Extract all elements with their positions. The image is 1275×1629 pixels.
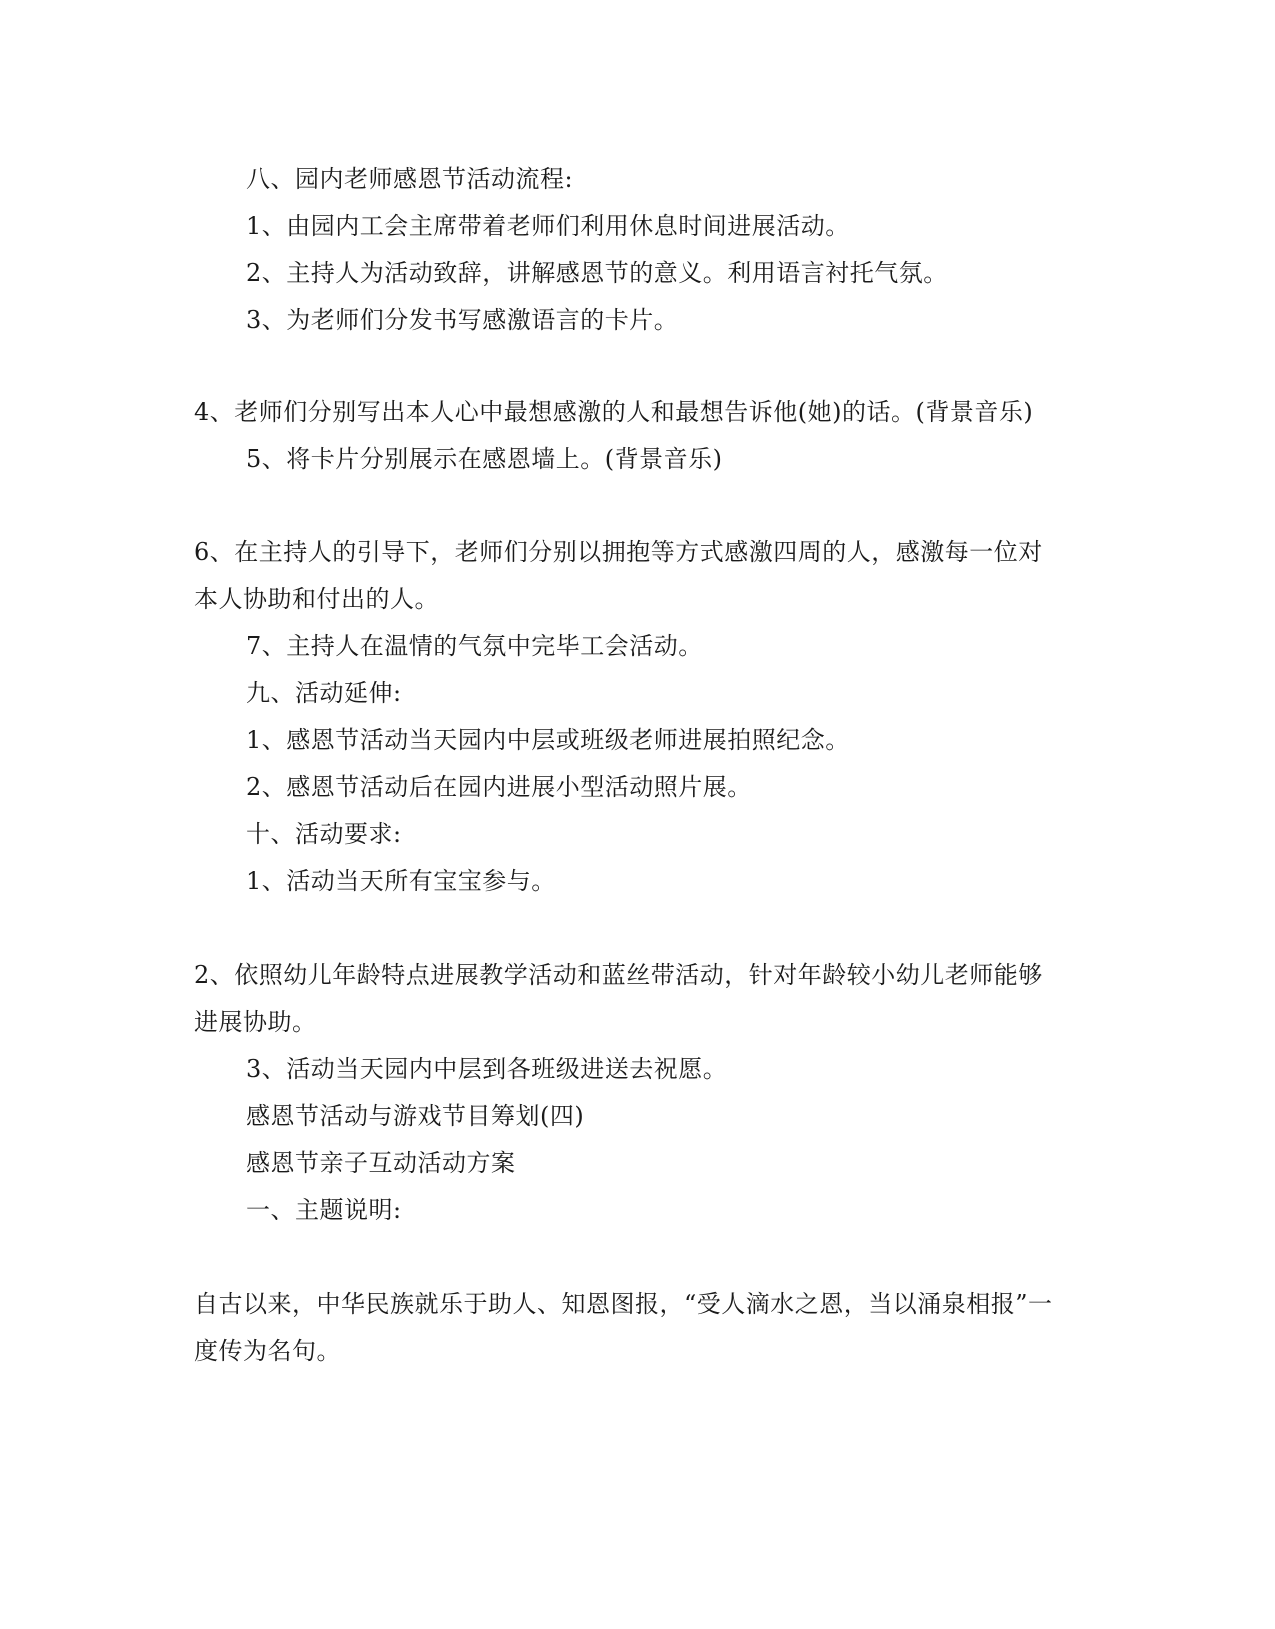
section-heading-one: 一、主题说明: [246,1196,402,1224]
list-item: 2、感恩节活动后在园内进展小型活动照片展。 [246,773,752,801]
list-item: 2、依照幼儿年龄特点进展教学活动和蓝丝带活动，针对年龄较小幼儿老师能够 [194,961,1043,989]
list-item: 1、活动当天所有宝宝参与。 [246,867,556,895]
section-heading-eight: 八、园内老师感恩节活动流程: [246,165,574,193]
list-item: 7、主持人在温情的气氛中完毕工会活动。 [246,632,703,660]
list-item: 1、感恩节活动当天园内中层或班级老师进展拍照纪念。 [246,726,850,754]
list-item: 2、主持人为活动致辞，讲解感恩节的意义。利用语言衬托气氛。 [246,259,948,287]
list-item: 3、活动当天园内中层到各班级进送去祝愿。 [246,1055,728,1083]
list-item: 4、老师们分别写出本人心中最想感激的人和最想告诉他(她)的话。(背景音乐) [194,398,1034,426]
list-item: 1、由园内工会主席带着老师们利用休息时间进展活动。 [246,212,850,240]
list-item: 5、将卡片分别展示在感恩墙上。(背景音乐) [246,445,723,473]
list-item-continuation: 本人协助和付出的人。 [194,585,439,613]
section-heading-nine: 九、活动延伸: [246,679,402,707]
document-subtitle: 感恩节亲子互动活动方案 [246,1149,516,1177]
body-paragraph: 自古以来，中华民族就乐于助人、知恩图报，“受人滴水之恩，当以涌泉相报”一 [194,1290,1053,1318]
document-title: 感恩节活动与游戏节目筹划(四) [246,1102,585,1130]
list-item: 3、为老师们分发书写感激语言的卡片。 [246,306,679,334]
body-paragraph-continuation: 度传为名句。 [194,1337,341,1365]
section-heading-ten: 十、活动要求: [246,820,402,848]
list-item: 6、在主持人的引导下，老师们分别以拥抱等方式感激四周的人，感激每一位对 [194,538,1043,566]
list-item-continuation: 进展协助。 [194,1008,317,1036]
